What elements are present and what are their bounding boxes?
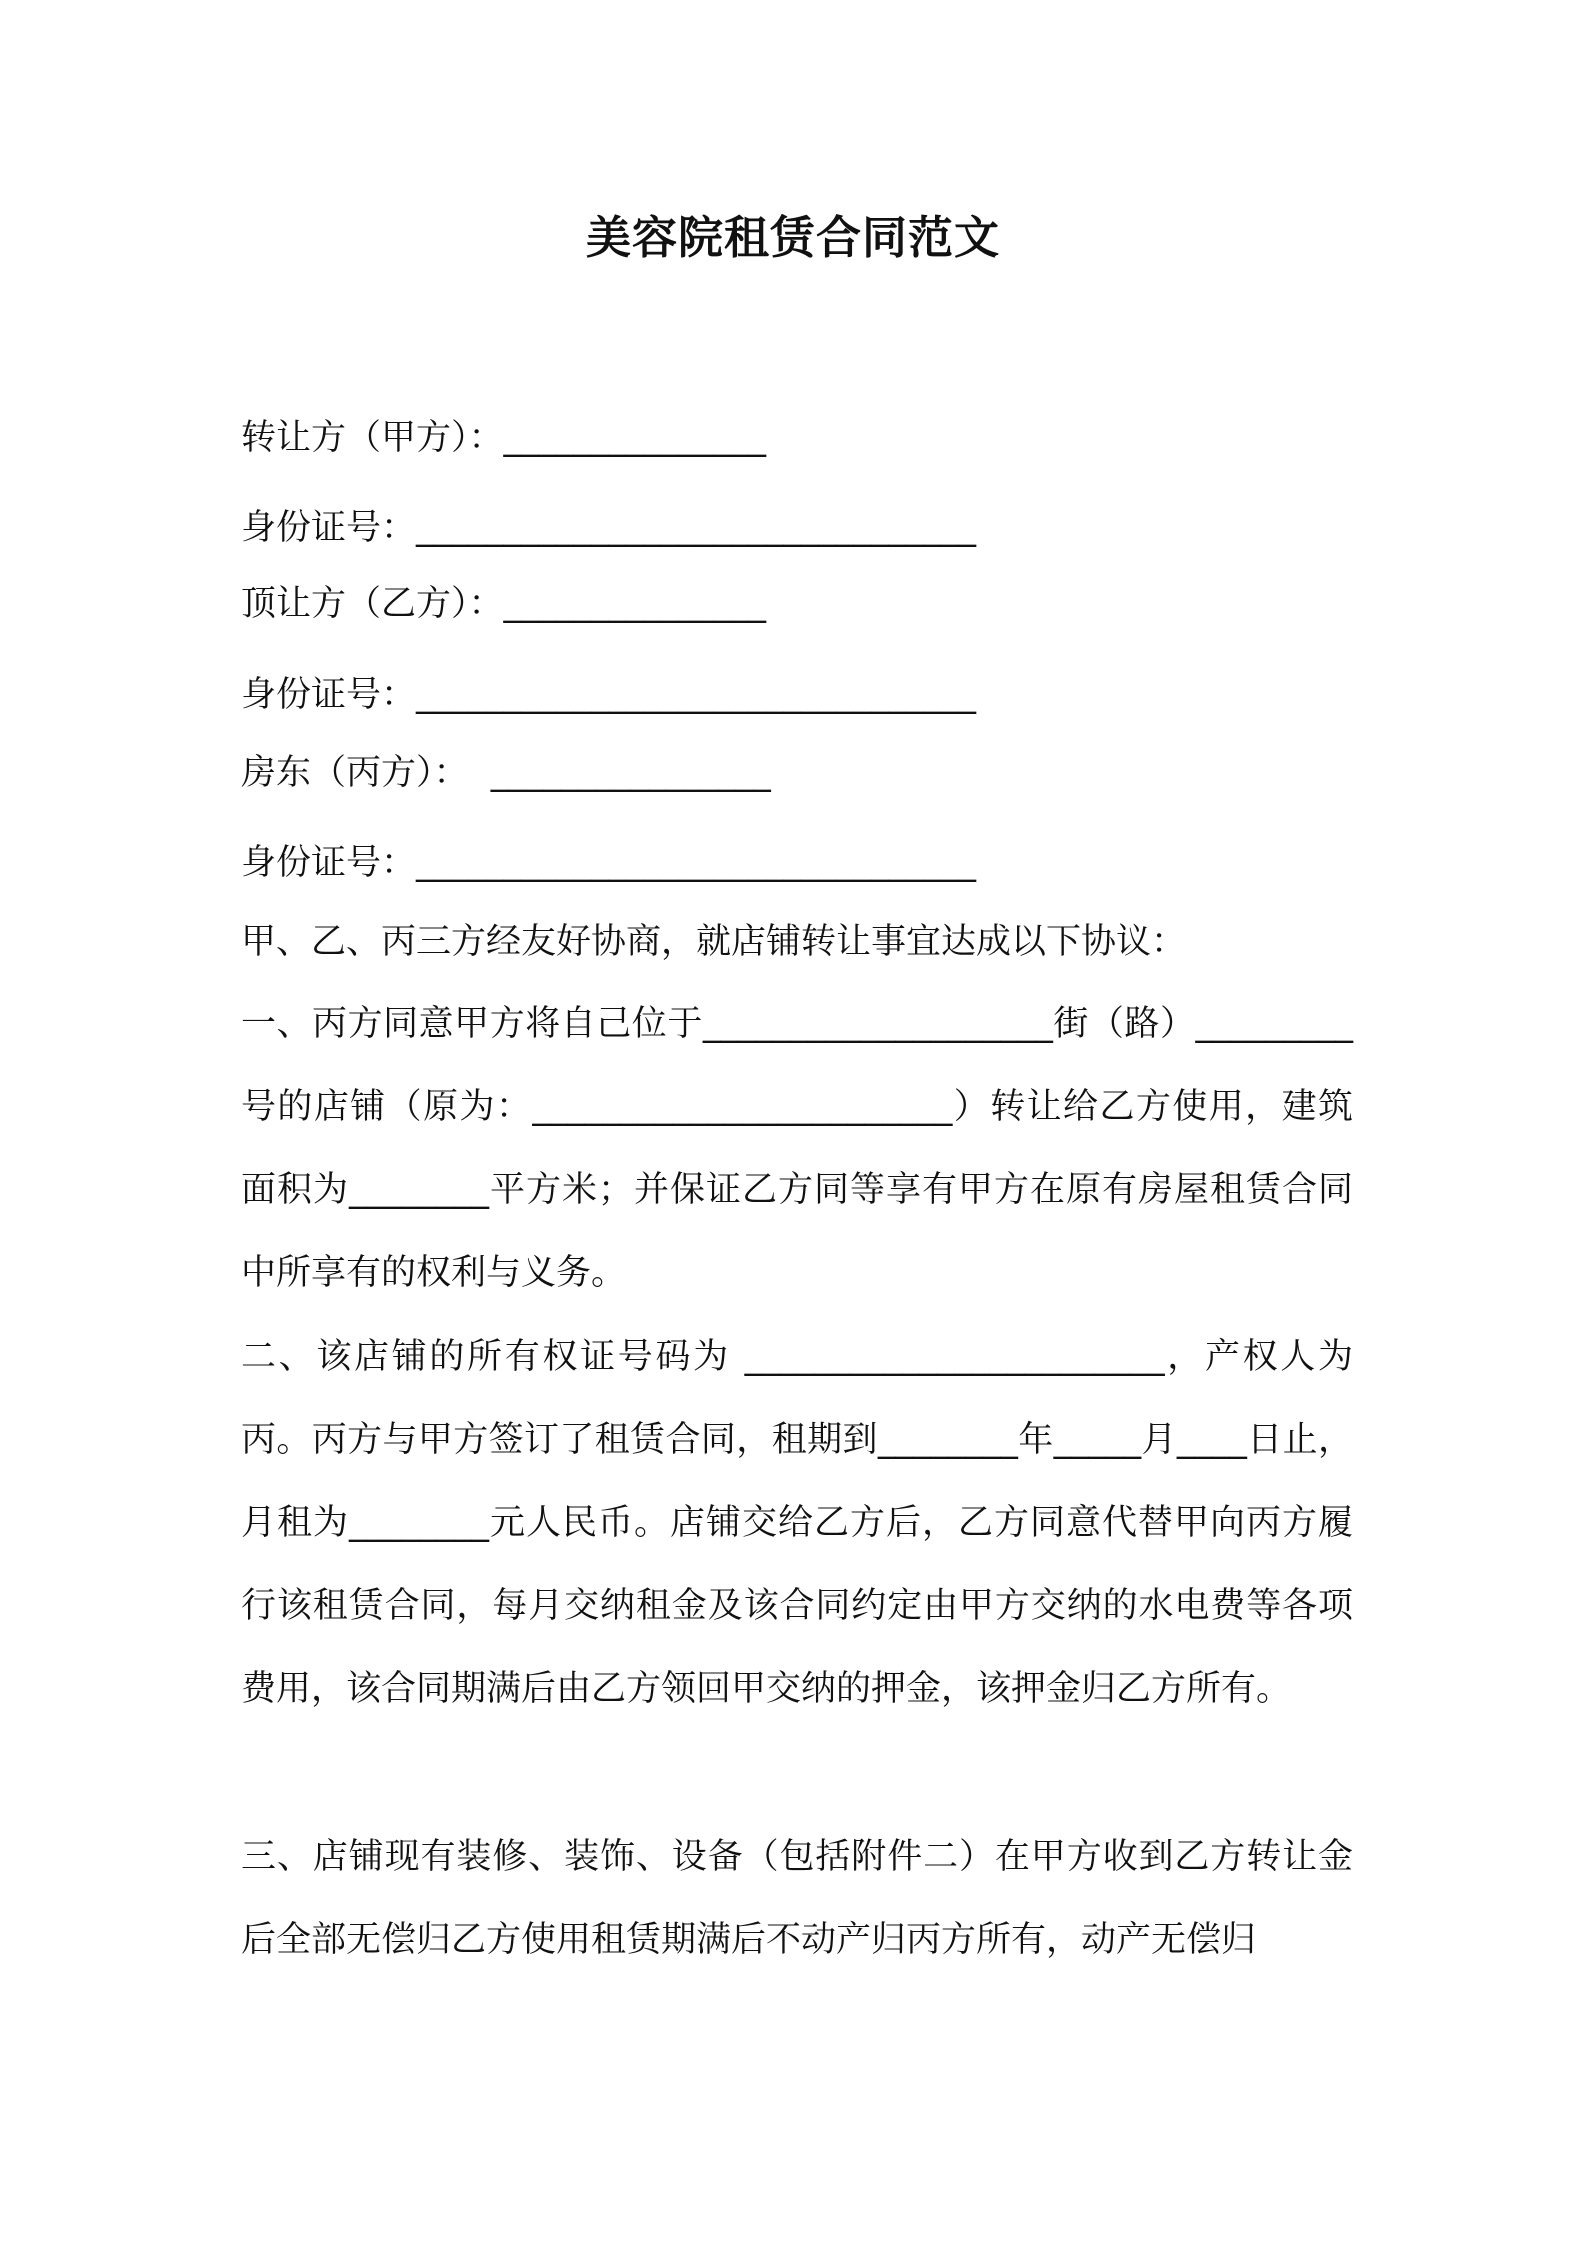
transferor-field: 转让方（甲方）：_______________ — [241, 418, 767, 458]
clause-3-text: 三、店铺现有装修、装饰、设备（包括附件二）在甲方收到乙方转让金后全部无偿归乙方使用租赁期满后不动产归丙方所有，动产无偿归 — [241, 1837, 1353, 1960]
clause-2-text: 二、该店铺的所有权证号码为 ________________________，产权人为丙。丙方与甲方签订了租赁合同，租期到________年_____月____日止，月租为________元人民币。店铺交给乙方后，乙方同意代替甲向丙方履行该租赁合同，每月交纳租金及该合同约定由甲方交纳的水电费等各项费用，该合同期满后由乙方领回甲交纳的押金，该押金归乙方所有。 — [241, 1337, 1353, 1709]
clause-1 — [241, 983, 1353, 1315]
clause-2 — [241, 1316, 1353, 1731]
clause-1-text: 一、丙方同意甲方将自己位于____________________街（路）_________号的店铺（原为：________________________）转让给乙方使用，建筑面积为________平方米；并保证乙方同等享有甲方在原有房屋租赁合同中所享有的权利与义务。 — [241, 1004, 1353, 1293]
document-title: 美容院租赁合同范文 — [585, 211, 1000, 264]
landlord-field: 房东（丙方）： ________________ — [241, 753, 771, 793]
landlord-id-field: 身份证号：________________________________ — [241, 843, 977, 883]
transferor-id-field: 身份证号：________________________________ — [241, 508, 977, 548]
transferee-id-field: 身份证号：________________________________ — [241, 675, 977, 715]
transferee-field: 顶让方（乙方）：_______________ — [241, 584, 767, 624]
agreement-intro: 甲、乙、丙三方经友好协商，就店铺转让事宜达成以下协议： — [241, 922, 1187, 962]
clause-3 — [241, 1816, 1353, 1982]
